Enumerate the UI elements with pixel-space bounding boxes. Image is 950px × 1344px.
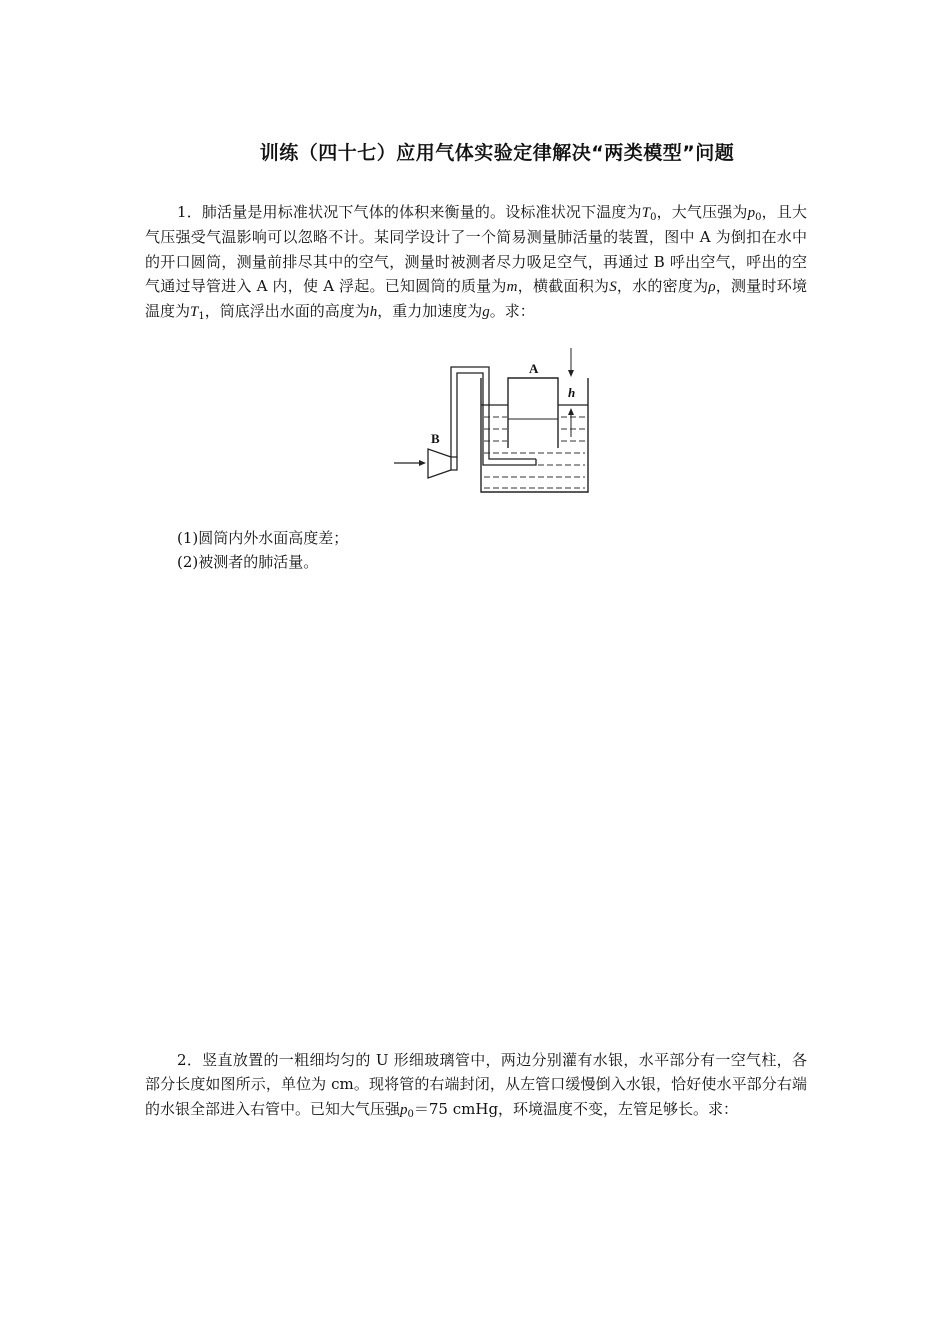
problem-1-question-1: (1)圆筒内外水面高度差； <box>177 529 349 547</box>
label-A: A <box>529 361 539 376</box>
mouthpiece-B <box>428 449 457 478</box>
cylinder-A <box>508 378 558 448</box>
problem-1-question-2: (2)被测者的肺活量。 <box>177 553 319 571</box>
label-h: h <box>568 385 576 400</box>
problem-2-text: 2．竖直放置的一粗细均匀的 U 形细玻璃管中，两边分别灌有水银，水平部分有一空气柱，各部分长度如图所示，单位为 cm。现将管的右端封闭，从左管口缓慢倒入水银，恰好使水平部分右端的水银全部进入右管中。已知大气压强$p_0=75$ cmHg，环境温度不变，左管足够长。求： <box>145 1051 807 1120</box>
lung-capacity-apparatus-figure <box>388 345 603 497</box>
problem-1-text: 1．肺活量是用标准状况下气体的体积来衡量的。设标准状况下温度为$T_0$，大气压强为$p_0$，且大气压强受气温影响可以忽略不计。某同学设计了一个简易测量肺活量的装置，图中 A 为倒扣在水中的开口圆筒，测量前排尽其中的空气，测量时被测者尽力吸足空气，再通过 B 呼出空气，呼出的空气通过导管进入 A 内，使 A 浮起。已知圆筒的质量为m，横截面积为S，水的密度为ρ，测量时环境温度为$T_1$，筒底浮出水面的高度为h，重力加速度为g。求： <box>145 203 807 323</box>
page-title: 训练（四十七）应用气体实验定律解决“两类模型”问题 <box>259 142 735 164</box>
label-B: B <box>431 431 440 446</box>
apparatus-diagram <box>388 345 603 497</box>
